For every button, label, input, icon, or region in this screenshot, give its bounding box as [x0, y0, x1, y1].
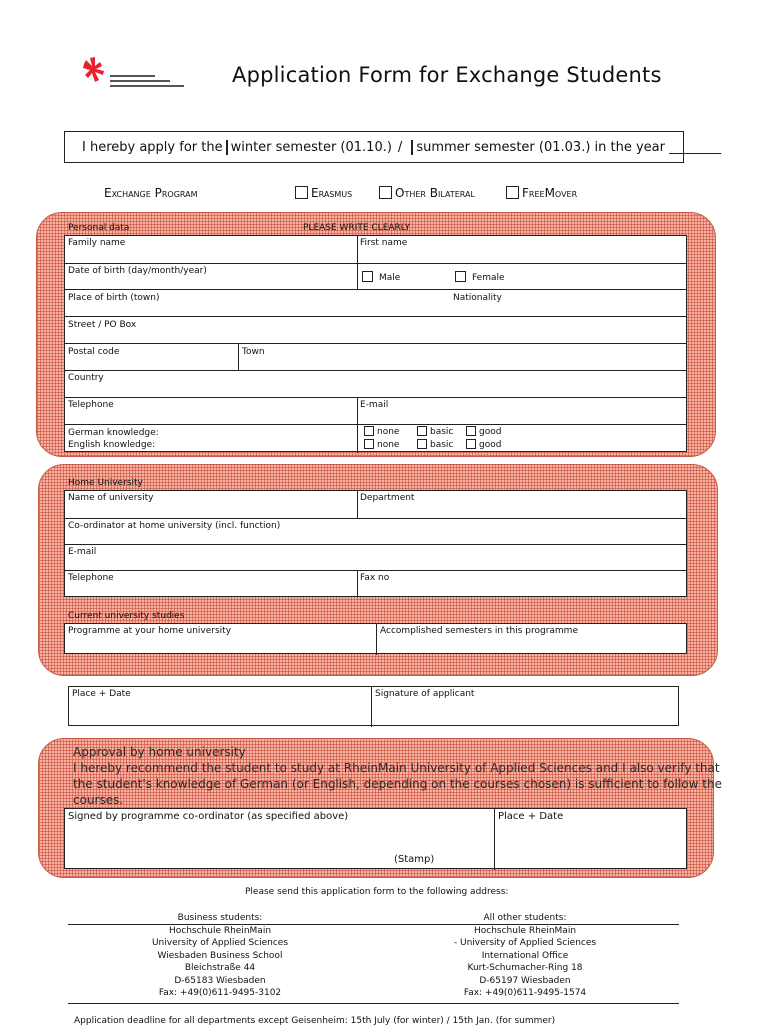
business-line-3: Wiesbaden Business School — [157, 950, 283, 961]
other-address — [425, 912, 625, 1000]
other-heading: All other students: — [483, 913, 567, 923]
german-good-label: good — [479, 427, 502, 437]
english-levels[interactable] — [364, 439, 501, 451]
female-checkbox[interactable] — [455, 271, 466, 282]
other-bilateral-label: Other Bilateral — [395, 186, 475, 200]
address-top-rule — [68, 924, 679, 925]
write-clearly-note: PLEASE WRITE CLEARLY — [303, 223, 411, 233]
nationality-field[interactable]: Nationality — [453, 293, 502, 303]
signature-table — [68, 686, 679, 726]
german-none-label: none — [377, 427, 400, 437]
other-bilateral-checkbox[interactable] — [379, 186, 392, 199]
deadline-note: Application deadline for all departments except Geisenheim: 15th July (for winter) / 15th Jan. (for summer) — [74, 1016, 556, 1026]
approval-heading: Approval by home university — [73, 745, 246, 759]
coordinator-signature-field[interactable]: Signed by programme co-ordinator (as specified above) — [68, 811, 349, 822]
street-field[interactable]: Street / PO Box — [68, 320, 137, 330]
department-field[interactable]: Department — [360, 493, 415, 503]
country-field[interactable]: Country — [68, 373, 104, 383]
erasmus-label: Erasmus — [311, 186, 353, 200]
language-labels — [68, 427, 159, 451]
email-field[interactable]: E-mail — [360, 400, 389, 410]
german-label: German knowledge: — [68, 428, 159, 438]
business-address — [120, 912, 320, 1000]
fax-field[interactable]: Fax no — [360, 573, 390, 583]
semester-apply-box — [64, 131, 722, 163]
gender-male[interactable] — [362, 271, 400, 283]
english-good-label: good — [479, 440, 502, 450]
male-label: Male — [379, 273, 401, 283]
stamp-label: (Stamp) — [394, 854, 435, 865]
address-bottom-rule — [68, 1003, 679, 1004]
english-none-label: none — [377, 440, 400, 450]
town-field[interactable]: Town — [242, 347, 265, 357]
english-basic-checkbox[interactable] — [417, 439, 427, 449]
university-telephone-field[interactable]: Telephone — [68, 573, 114, 583]
family-name-field[interactable]: Family name — [68, 238, 126, 248]
personal-data-table — [64, 235, 687, 452]
other-line-5: D-65197 Wiesbaden — [479, 975, 571, 986]
winter-semester-label: winter semester (01.10.) — [230, 139, 392, 155]
german-good-checkbox[interactable] — [466, 426, 476, 436]
business-line-6: Fax: +49(0)611-9495-3102 — [158, 988, 282, 998]
university-email-field[interactable]: E-mail — [68, 547, 97, 557]
exchange-program-label: Exchange Program — [104, 186, 198, 200]
first-name-field[interactable]: First name — [360, 238, 408, 248]
home-university-heading: Home University — [68, 478, 143, 488]
applicant-place-date-field[interactable]: Place + Date — [72, 689, 131, 699]
business-line-4: Bleichstraße 44 — [184, 963, 256, 973]
german-levels[interactable] — [364, 426, 501, 438]
university-logo — [82, 54, 192, 94]
postal-code-field[interactable]: Postal code — [68, 347, 120, 357]
approval-table — [64, 808, 687, 869]
pob-field[interactable]: Place of birth (town) — [68, 293, 160, 303]
german-basic-checkbox[interactable] — [417, 426, 427, 436]
business-line-1: Hochschule RheinMain — [168, 925, 272, 936]
university-name-field[interactable]: Name of university — [68, 493, 154, 503]
apply-prefix: I hereby apply for the — [82, 139, 223, 155]
other-line-2: - University of Applied Sciences — [453, 938, 597, 948]
english-good-checkbox[interactable] — [466, 439, 476, 449]
current-studies-heading: Current university studies — [68, 611, 185, 621]
option-freemover[interactable] — [506, 186, 577, 200]
coordinator-place-date-field[interactable]: Place + Date — [498, 811, 564, 822]
home-university-table — [64, 490, 687, 597]
english-basic-label: basic — [430, 440, 454, 450]
programme-field[interactable]: Programme at your home university — [68, 626, 232, 636]
personal-data-heading: Personal data — [68, 223, 130, 233]
english-none-checkbox[interactable] — [364, 439, 374, 449]
business-line-2: University of Applied Sciences — [151, 938, 289, 948]
current-studies-table — [64, 623, 687, 654]
business-heading: Business students: — [177, 913, 263, 923]
page-title: Application Form for Exchange Students — [232, 63, 662, 87]
option-erasmus[interactable] — [295, 186, 352, 200]
option-other-bilateral[interactable] — [379, 186, 475, 200]
coordinator-field[interactable]: Co-ordinator at home university (incl. function) — [68, 521, 281, 531]
semesters-field[interactable]: Accomplished semesters in this programme — [380, 626, 578, 636]
approval-text-line-1: I hereby recommend the student to study at RheinMain University of Applied Sciences and I also verify that — [73, 761, 720, 775]
freemover-label: FreeMover — [522, 186, 578, 200]
other-line-3: International Office — [481, 950, 569, 961]
address-intro: Please send this application form to the following address: — [245, 887, 509, 897]
business-line-5: D-65183 Wiesbaden — [174, 975, 266, 986]
summer-semester-label: summer semester (01.03.) in the year ________ — [416, 139, 722, 155]
german-basic-label: basic — [430, 427, 454, 437]
freemover-checkbox[interactable] — [506, 186, 519, 199]
winter-semester-checkbox[interactable] — [226, 140, 228, 155]
approval-text-line-3: courses. — [73, 793, 124, 807]
german-none-checkbox[interactable] — [364, 426, 374, 436]
other-line-1: Hochschule RheinMain — [473, 925, 577, 936]
summer-semester-checkbox[interactable] — [411, 140, 413, 155]
gender-female[interactable] — [455, 271, 505, 283]
female-label: Female — [472, 273, 505, 283]
semester-slash: / — [397, 139, 403, 155]
dob-field[interactable]: Date of birth (day/month/year) — [68, 266, 207, 276]
male-checkbox[interactable] — [362, 271, 373, 282]
approval-text-line-2: the student's knowledge of German (or English, depending on the courses chosen) is sufficient to follow the — [73, 777, 722, 791]
other-line-6: Fax: +49(0)611-9495-1574 — [463, 988, 587, 998]
telephone-field[interactable]: Telephone — [68, 400, 114, 410]
applicant-signature-field[interactable]: Signature of applicant — [375, 689, 475, 699]
other-line-4: Kurt-Schumacher-Ring 18 — [467, 963, 583, 973]
english-label: English knowledge: — [68, 440, 156, 450]
erasmus-checkbox[interactable] — [295, 186, 308, 199]
